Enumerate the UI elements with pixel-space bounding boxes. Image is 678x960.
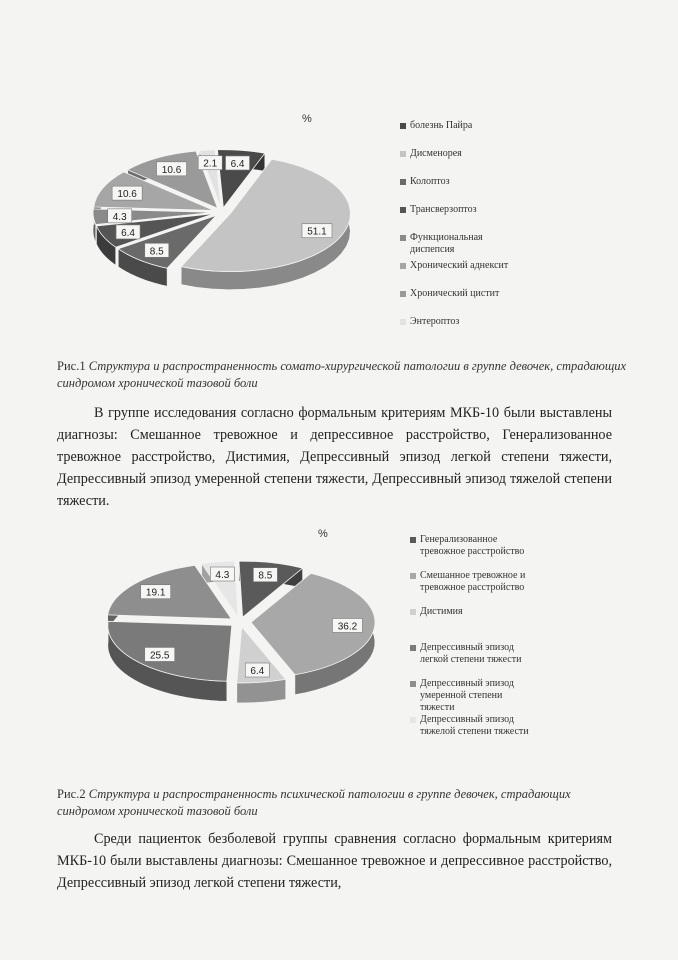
chart-2-legend-swatch-3	[410, 645, 416, 651]
chart-2-unit: %	[318, 528, 328, 540]
chart-1-legend-swatch-1	[400, 151, 406, 157]
chart-1-data-label-0: 6.4	[230, 158, 245, 170]
chart-1-legend-swatch-6	[400, 291, 406, 297]
paragraph-1: В группе исследования согласно формальным критериям МКБ-10 были выставлены диагнозы: Смешанное тревожное и депрессивное расстройство, Генерализованное тревожное расстройство, Дистимия, Депрессивный эпизод легкой степени тяжести, Депрессивный эпизод умеренной степени тяжести, Депрессивный эпизод тяжелой степени тяжести.	[57, 405, 612, 509]
pie-1-svg	[0, 0, 678, 340]
chart-1-data-label-7: 2.1	[203, 158, 218, 170]
chart-1-data-label-2: 8.5	[149, 246, 164, 258]
figure-2-caption	[57, 786, 627, 820]
chart-2-legend-swatch-2	[410, 609, 416, 615]
chart-2-data-label-0: 8.5	[258, 570, 273, 582]
chart-2-legend-swatch-0	[410, 537, 416, 543]
figure-1-number: Рис.1	[57, 359, 89, 373]
chart-1-legend-label-7: Энтероптоз	[410, 316, 460, 327]
chart-1-legend-label-6: Хронический цистит	[410, 288, 500, 299]
chart-2-data-label-3: 25.5	[149, 650, 170, 662]
chart-1-data-label-5: 10.6	[117, 189, 137, 201]
chart-1-legend-label-4: Функциональная диспепсия	[410, 232, 483, 255]
pie-chart-somatic	[0, 0, 678, 340]
chart-2-data-label-1: 36.2	[337, 621, 358, 633]
chart-1-data-label-4: 4.3	[112, 211, 127, 223]
figure-1-caption	[57, 358, 627, 392]
chart-2-legend-swatch-4	[410, 681, 416, 687]
chart-2-legend-label-5: Депрессивный эпизод тяжелой степени тяжести	[420, 714, 529, 737]
figure-1-text: Структура и распространенность сомато-хирургической патологии в группе девочек, страдающих синдромом хронической тазовой боли	[57, 359, 627, 390]
chart-2-legend-swatch-1	[410, 573, 416, 579]
chart-1-legend-label-5: Хронический аднексит	[410, 260, 509, 271]
chart-2-legend-label-0: Генерализованное тревожное расстройство	[420, 534, 525, 557]
chart-1-legend-swatch-5	[400, 263, 406, 269]
chart-2-legend-label-2: Дистимия	[420, 606, 463, 617]
pie-chart-psychic	[0, 510, 678, 790]
chart-1-legend-label-0: болезнь Пайра	[410, 120, 473, 131]
chart-1-legend-label-2: Колоптоз	[410, 176, 450, 187]
pie-2-svg	[0, 510, 678, 790]
paragraph-2: Среди пациенток безболевой группы сравнения согласно формальным критериям МКБ-10 были выставлены диагнозы: Смешанное тревожное и депрессивное расстройство, Депрессивный эпизод легкой степени тяжести,	[57, 831, 612, 891]
chart-1-legend-label-3: Трансверзоптоз	[410, 204, 477, 215]
chart-2-legend-swatch-5	[410, 717, 416, 723]
chart-2-data-label-5: 4.3	[215, 570, 230, 582]
chart-2-legend-label-1: Смешанное тревожное и тревожное расстройство	[420, 570, 526, 593]
chart-1-data-label-3: 6.4	[121, 227, 136, 239]
chart-2-data-label-2: 6.4	[250, 666, 265, 678]
chart-1-unit: %	[302, 113, 312, 125]
chart-2-data-label-4: 19.1	[145, 587, 166, 599]
chart-1-legend-swatch-0	[400, 123, 406, 129]
figure-2-text: Структура и распространенность психической патологии в группе девочек, страдающих синдромом хронической тазовой боли	[57, 787, 571, 818]
chart-1-legend-swatch-2	[400, 179, 406, 185]
chart-2-legend-label-3: Депрессивный эпизод легкой степени тяжести	[420, 642, 522, 665]
chart-1-data-label-1: 51.1	[307, 226, 327, 238]
chart-2-legend-label-4: Депрессивный эпизод умеренной степени тяжести	[420, 678, 514, 713]
figure-2-number: Рис.2	[57, 787, 89, 801]
chart-1-legend-swatch-3	[400, 207, 406, 213]
chart-1-legend-label-1: Дисменорея	[410, 148, 462, 159]
chart-1-legend-swatch-7	[400, 319, 406, 325]
chart-1-data-label-6: 10.6	[161, 164, 182, 176]
chart-1-legend-swatch-4	[400, 235, 406, 241]
